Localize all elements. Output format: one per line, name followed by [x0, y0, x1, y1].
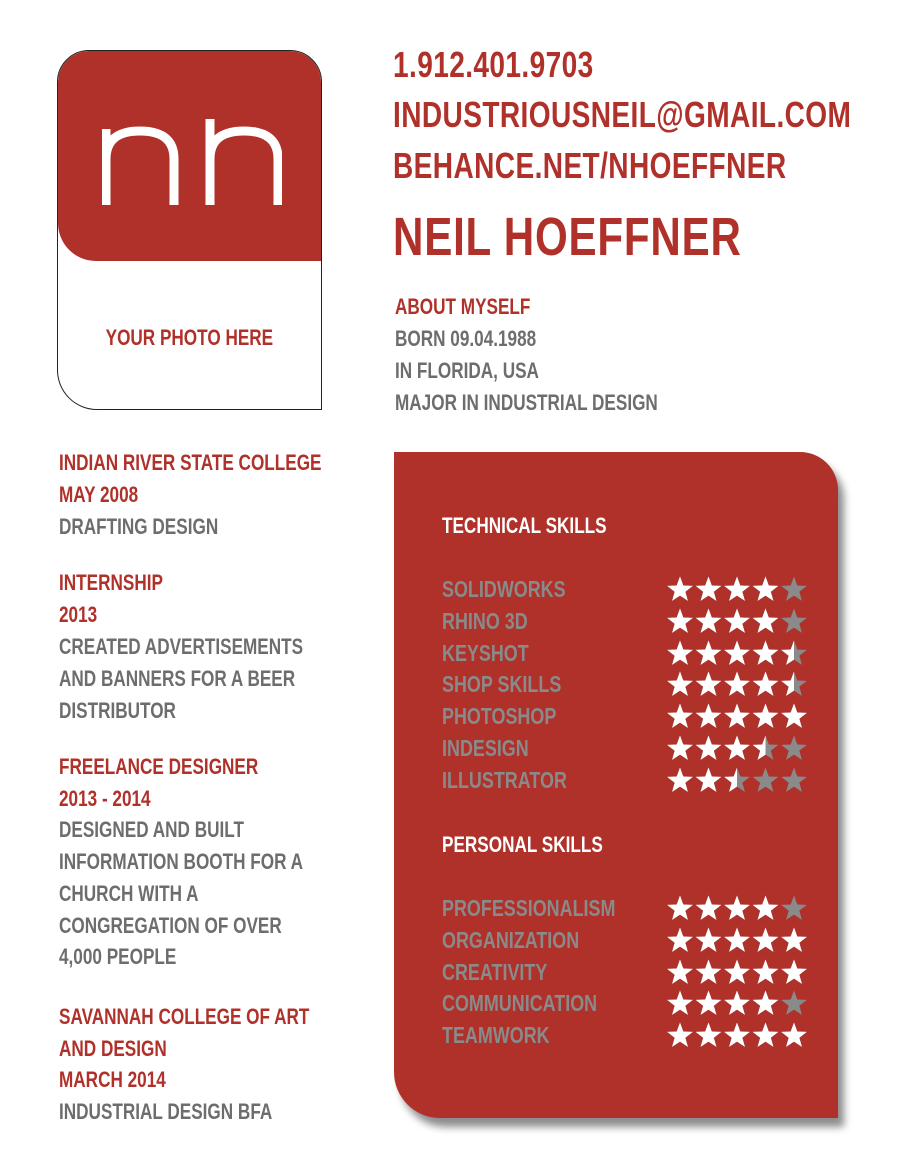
star-filled-icon	[696, 704, 722, 728]
star-filled-icon	[781, 704, 807, 728]
star-filled-icon	[753, 672, 779, 696]
skill-label: CREATIVITY	[442, 958, 548, 985]
about-line: BORN 09.04.1988	[395, 326, 537, 351]
star-filled-icon	[667, 959, 693, 983]
star-filled-icon	[753, 1023, 779, 1047]
star-filled-icon	[696, 767, 722, 791]
star-filled-icon	[667, 704, 693, 728]
star-rating	[667, 576, 807, 602]
star-icon	[781, 767, 807, 791]
experience-desc: DRAFTING DESIGN	[59, 514, 219, 539]
star-filled-icon	[696, 672, 722, 696]
monogram-logo-icon	[102, 119, 282, 209]
experience-date: MAY 2008	[59, 482, 139, 507]
star-filled-icon	[696, 896, 722, 920]
experience-desc: DESIGNED AND BUILT	[59, 817, 244, 842]
experience-title-cont: AND DESIGN	[59, 1036, 167, 1061]
star-filled-icon	[667, 991, 693, 1015]
skill-label: ILLUSTRATOR	[442, 766, 567, 793]
star-rating	[667, 990, 807, 1016]
star-rating	[667, 608, 807, 634]
skill-row	[442, 668, 812, 700]
experience-title: INDIAN RIVER STATE COLLEGE	[59, 450, 322, 475]
star-filled-icon	[696, 736, 722, 760]
star-filled-icon	[667, 927, 693, 951]
star-filled-icon	[724, 640, 750, 664]
skill-row	[442, 956, 812, 988]
star-filled-icon	[724, 991, 750, 1015]
star-filled-icon	[724, 1023, 750, 1047]
person-name: NEIL HOEFFNER	[393, 207, 742, 267]
star-filled-icon	[696, 927, 722, 951]
star-filled-icon	[667, 896, 693, 920]
star-filled-icon	[696, 959, 722, 983]
star-rating	[667, 895, 807, 921]
star-filled-icon	[781, 1023, 807, 1047]
star-filled-icon	[724, 736, 750, 760]
star-filled-icon	[753, 991, 779, 1015]
star-rating	[667, 640, 807, 666]
star-rating	[667, 703, 807, 729]
about-line: MAJOR IN INDUSTRIAL DESIGN	[395, 390, 658, 415]
experience-desc: 4,000 PEOPLE	[59, 944, 177, 969]
skill-label: ORGANIZATION	[442, 926, 580, 953]
experience-desc: AND BANNERS FOR A BEER	[59, 666, 296, 691]
star-filled-icon	[667, 1023, 693, 1047]
skill-label: COMMUNICATION	[442, 990, 598, 1017]
star-icon	[781, 991, 807, 1015]
star-icon	[781, 608, 807, 632]
skill-row	[442, 892, 812, 924]
skill-label: KEYSHOT	[442, 639, 529, 666]
star-icon	[781, 577, 807, 601]
technical-skills-heading: TECHNICAL SKILLS	[442, 513, 607, 538]
phone-number: 1.912.401.9703	[393, 44, 594, 85]
experience-desc: DISTRIBUTOR	[59, 698, 176, 723]
experience-title: INTERNSHIP	[59, 570, 163, 595]
star-rating	[667, 671, 807, 697]
skill-label: SOLIDWORKS	[442, 576, 566, 602]
star-filled-icon	[696, 577, 722, 601]
skill-label: PROFESSIONALISM	[442, 895, 616, 921]
skill-label: TEAMWORK	[442, 1022, 550, 1049]
experience-desc: CONGREGATION OF OVER	[59, 913, 282, 938]
skill-row	[442, 573, 812, 605]
star-filled-icon	[667, 640, 693, 664]
experience-title: FREELANCE DESIGNER	[59, 754, 259, 779]
experience-desc: CREATED ADVERTISEMENTS	[59, 634, 304, 659]
star-filled-icon	[667, 577, 693, 601]
star-filled-icon	[724, 672, 750, 696]
experience-desc: INDUSTRIAL DESIGN BFA	[59, 1099, 273, 1124]
star-filled-icon	[724, 704, 750, 728]
star-filled-icon	[696, 608, 722, 632]
skill-row	[442, 987, 812, 1019]
experience-date: 2013	[59, 602, 98, 627]
experience-desc: INFORMATION BOOTH FOR A	[59, 849, 304, 874]
star-filled-icon	[724, 959, 750, 983]
star-rating	[667, 927, 807, 953]
star-filled-icon	[753, 959, 779, 983]
star-filled-icon	[667, 767, 693, 791]
star-icon	[781, 896, 807, 920]
star-filled-icon	[753, 608, 779, 632]
star-filled-icon	[753, 640, 779, 664]
star-filled-icon	[667, 672, 693, 696]
email-address: INDUSTRIOUSNEIL@GMAIL.COM	[393, 94, 852, 135]
skill-label: PHOTOSHOP	[442, 703, 557, 730]
star-filled-icon	[753, 704, 779, 728]
star-filled-icon	[724, 577, 750, 601]
personal-skills-heading: PERSONAL SKILLS	[442, 832, 603, 857]
skill-label: INDESIGN	[442, 735, 529, 761]
star-filled-icon	[696, 991, 722, 1015]
skills-panel	[394, 452, 838, 1118]
experience-date: 2013 - 2014	[59, 786, 151, 811]
star-rating	[667, 959, 807, 985]
skill-row	[442, 700, 812, 732]
star-rating	[667, 735, 807, 761]
star-filled-icon	[696, 640, 722, 664]
star-icon	[753, 767, 779, 791]
star-filled-icon	[753, 927, 779, 951]
star-filled-icon	[696, 1023, 722, 1047]
logo-photo-card	[57, 50, 322, 410]
skill-row	[442, 637, 812, 669]
experience-date: MARCH 2014	[59, 1067, 166, 1092]
skill-row	[442, 605, 812, 637]
about-heading: ABOUT MYSELF	[395, 294, 531, 319]
star-rating	[667, 1022, 807, 1048]
star-filled-icon	[781, 959, 807, 983]
star-filled-icon	[724, 927, 750, 951]
star-filled-icon	[753, 896, 779, 920]
skill-label: RHINO 3D	[442, 607, 528, 634]
skill-row	[442, 764, 812, 796]
star-filled-icon	[667, 608, 693, 632]
experience-desc: CHURCH WITH A	[59, 881, 199, 906]
star-filled-icon	[724, 896, 750, 920]
website-link: BEHANCE.NET/NHOEFFNER	[393, 145, 787, 186]
skill-label: SHOP SKILLS	[442, 671, 562, 698]
star-rating	[667, 767, 807, 793]
skill-row	[442, 1019, 812, 1051]
monogram-block	[58, 51, 321, 261]
star-icon	[781, 736, 807, 760]
star-filled-icon	[667, 736, 693, 760]
about-line: IN FLORIDA, USA	[395, 358, 539, 383]
star-filled-icon	[753, 577, 779, 601]
skill-row	[442, 732, 812, 764]
experience-title: SAVANNAH COLLEGE OF ART	[59, 1004, 310, 1029]
photo-placeholder: YOUR PHOTO HERE	[105, 325, 274, 350]
star-filled-icon	[781, 927, 807, 951]
star-filled-icon	[724, 608, 750, 632]
skill-row	[442, 924, 812, 956]
